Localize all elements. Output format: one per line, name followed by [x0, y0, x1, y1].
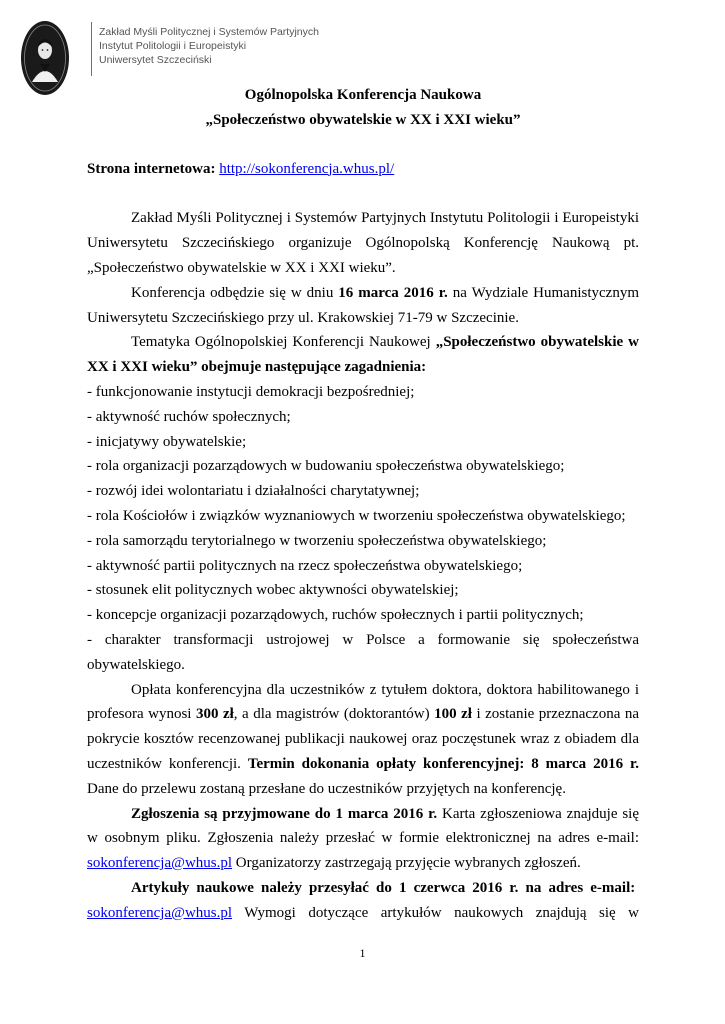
topics-intro-bold: „Społeczeństwo obywatelskie w XX i XXI wieku” obejmuje następujące zagadnienia: — [87, 334, 639, 376]
header-divider — [91, 22, 92, 76]
registration-deadline: Zgłoszenia są przyjmowane do 1 marca 2016 r. — [131, 805, 438, 822]
university-logo — [20, 20, 70, 96]
conference-date: 16 marca 2016 r. — [338, 284, 448, 301]
paragraph-date-text-a: Konferencja odbędzie się w dniu — [131, 284, 339, 301]
website-link[interactable]: http://sokonferencja.whus.pl/ — [219, 160, 395, 177]
fees-text-d: Dane do przelewu zostaną przesłane do uczestników przyjętych na konferencję. — [87, 780, 566, 797]
topic-item: - inicjatywy obywatelskie; — [87, 433, 247, 450]
registration-text-a: Karta zgłoszeniowa znajduje się w osobnym pliku. Zgłoszenia należy przesłać w formie elektronicznej na adres e-mail: — [87, 805, 639, 847]
fee-doctor: 300 zł — [195, 706, 234, 723]
topic-item: - rola Kościołów i związków wyznaniowych w tworzeniu społeczeństwa obywatelskiego; — [87, 507, 626, 524]
topic-item: - rozwój idei wolontariatu i działalności charytatywnej; — [87, 483, 420, 500]
registration-text-b: Organizatorzy zastrzegają przyjęcie wybranych zgłoszeń. — [232, 855, 581, 872]
institution-header — [99, 25, 319, 67]
payment-deadline: Termin dokonania opłaty konferencyjnej: 8 marca 2016 r. — [247, 755, 639, 772]
topic-item: - funkcjonowanie instytucji demokracji bezpośredniej; — [87, 383, 415, 400]
paragraph-intro: Zakład Myśli Politycznej i Systemów Partyjnych Instytutu Politologii i Europeistyki Uniwersytetu Szczecińskiego organizuje Ogólnopolską Konferencję Naukową pt. „Społeczeństwo obywatelskie w XX i XXI wieku”. — [87, 210, 639, 276]
conference-title: Ogólnopolska Konferencja Naukowa — [244, 87, 482, 103]
institution-line-1: Zakład Myśli Politycznej i Systemów Partyjnych — [99, 26, 319, 38]
topic-item: - rola samorządu terytorialnego w tworzeniu społeczeństwa obywatelskiego; — [87, 532, 547, 549]
conference-subtitle: „Społeczeństwo obywatelskie w XX i XXI wieku” — [205, 111, 521, 128]
paragraph-date — [87, 281, 639, 331]
articles-deadline: Artykuły naukowe należy przesyłać do 1 czerwca 2016 r. na adres e-mail: — [131, 879, 636, 896]
registration-email-link[interactable]: sokonferencja@whus.pl — [87, 855, 233, 872]
articles-text: Wymogi dotyczące artykułów naukowych znajdują się w — [232, 904, 639, 921]
document-body — [87, 83, 639, 926]
paragraph-articles — [87, 876, 639, 926]
articles-email-link[interactable]: sokonferencja@whus.pl — [87, 904, 233, 921]
fees-text-a: Opłata konferencyjna dla uczestników z tytułem doktora, doktora habilitowanego i profesora wynosi — [87, 681, 639, 723]
fees-text-c: i zostanie przeznaczona na pokrycie kosztów recenzowanej publikacji naukowej oraz poczęstunek wraz z obiadem dla uczestników konferencji. — [87, 706, 640, 772]
institution-line-2: Instytut Politologii i Europeistyki — [99, 40, 247, 52]
website-label: Strona internetowa: — [87, 160, 216, 177]
paragraph-registration — [87, 802, 639, 876]
topic-item: - stosunek elit politycznych wobec aktywności obywatelskiej; — [87, 582, 459, 599]
fee-master: 100 zł — [434, 706, 472, 723]
paragraph-fees — [87, 678, 639, 802]
topic-list — [87, 380, 639, 678]
topics-intro-text: Tematyka Ogólnopolskiej Konferencji Naukowej — [131, 334, 436, 351]
website-line — [87, 157, 639, 182]
topic-item: - rola organizacji pozarządowych w budowaniu społeczeństwa obywatelskiego; — [87, 458, 565, 475]
topic-item: - aktywność ruchów społecznych; — [87, 408, 291, 425]
paragraph-date-text-b: na Wydziale Humanistycznym Uniwersytetu Szczecińskiego przy ul. Krakowskiej 71-79 w Szczecinie. — [87, 284, 639, 326]
institution-line-3: Uniwersytet Szczeciński — [99, 54, 212, 66]
fees-text-b: , a dla magistrów (doktorantów) — [233, 706, 435, 723]
topic-item: - koncepcje organizacji pozarządowych, ruchów społecznych i partii politycznych; — [87, 607, 584, 624]
topic-item: - charakter transformacji ustrojowej w Polsce a formowanie się społeczeństwa obywatelskiego. — [87, 631, 639, 673]
topic-item: - aktywność partii politycznych na rzecz społeczeństwa obywatelskiego; — [87, 557, 523, 574]
paragraph-topics-intro — [87, 330, 639, 380]
page-number: 1 — [359, 946, 366, 960]
